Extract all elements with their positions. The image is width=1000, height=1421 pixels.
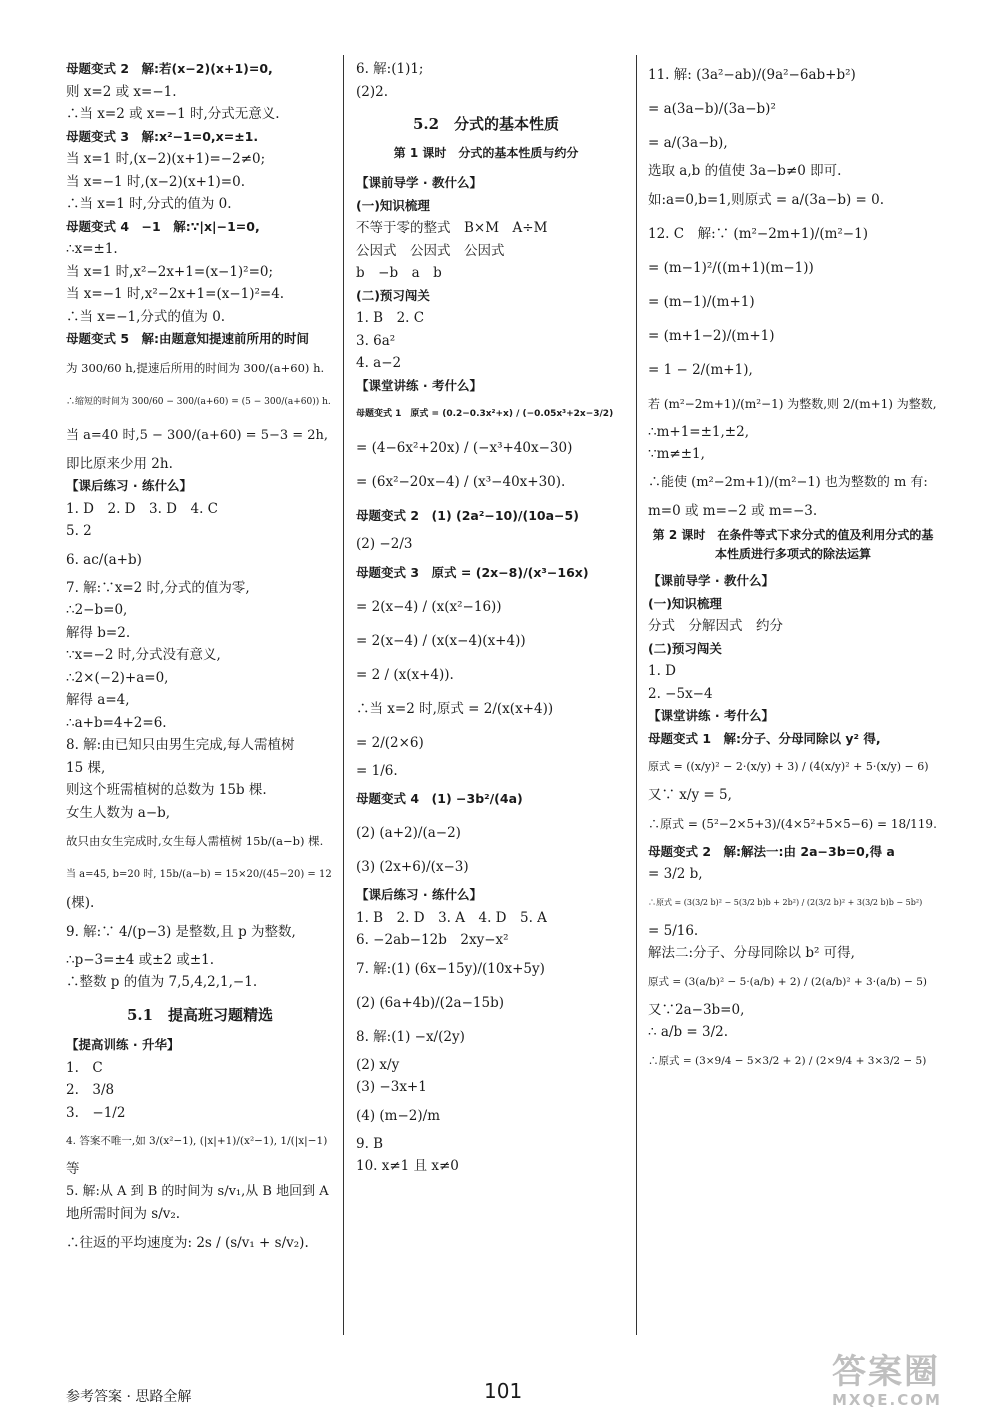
answer-line: 如:a=0,b=1,则原式 = a/(3a−b) = 0. <box>648 191 885 208</box>
answer-line: ∴p−3=±4 或±2 或±1. <box>66 951 215 968</box>
answer-line: ∴x=±1. <box>66 241 118 257</box>
answer-line: 当 a=45, b=20 时, 15b/(a−b) = 15×20/(45−20) = 12 <box>66 869 332 880</box>
answer-line: = 1 − 2/(m+1), <box>648 361 753 378</box>
answer-line: 又∵ x/y = 5, <box>648 787 732 803</box>
answer-line: 【提高训练 · 升华】 <box>66 1037 180 1052</box>
answer-line: 4. 答案不唯一,如 3/(x²−1), (|x|+1)/(x²−1), 1/(|x|−1) <box>66 1135 328 1147</box>
answer-line: 解法二:分子、分母同除以 b² 可得, <box>648 945 855 961</box>
answer-line: ∴当 x=−1,分式的值为 0. <box>66 308 226 325</box>
answer-line: 1. B 2. D 3. A 4. D 5. A <box>356 909 547 926</box>
answer-line: 5. 解:从 A 到 B 的时间为 s/v₁,从 B 地回到 A <box>66 1183 329 1199</box>
answer-line: 【课堂讲练 · 考什么】 <box>648 708 774 723</box>
watermark-logo <box>832 1344 982 1414</box>
answer-line: 2. −5x−4 <box>648 685 713 702</box>
section-title: 5.1 提高班习题精选 <box>126 1005 274 1024</box>
answer-line: (3) −3x+1 <box>356 1079 427 1095</box>
answer-line: (二)预习闯关 <box>648 640 722 656</box>
answer-line: ∴当 x=2 时,原式 = 2/(x(x+4)) <box>356 700 554 717</box>
answer-line: 等 <box>66 1161 80 1177</box>
answer-line: b −b a b <box>356 265 442 281</box>
answer-line: 1. C <box>66 1059 103 1076</box>
answer-line: (一)知识梳理 <box>648 595 722 611</box>
answer-line: 3. −1/2 <box>66 1104 126 1121</box>
answer-line: 5. 2 <box>66 523 92 539</box>
answer-line: 【课堂讲练 · 考什么】 <box>356 377 482 393</box>
answer-line: ∴ a/b = 3/2. <box>648 1024 729 1040</box>
answer-line: 故只由女生完成时,女生每人需植树 15b/(a−b) 棵. <box>66 834 324 848</box>
answer-line: 【课前导学 · 教什么】 <box>356 175 482 190</box>
answer-line: 3. 6a² <box>356 332 396 349</box>
answer-line: ∴往返的平均速度为: 2s / (s/v₁ + s/v₂). <box>66 1234 309 1251</box>
answer-line: 母题变式 3 解:x²−1=0,x=±1. <box>66 128 259 144</box>
answer-line: 1. B 2. C <box>356 310 425 326</box>
answer-line: 2. 3/8 <box>66 1082 115 1098</box>
footer-label: 参考答案 · 思路全解 <box>66 1389 192 1405</box>
answer-line: 公因式 公因式 公因式 <box>356 242 505 259</box>
answer-line: 当 x=1 时,x²−2x+1=(x−1)²=0; <box>66 263 274 280</box>
answer-line: ∵x=−2 时,分式没有意义, <box>66 647 221 663</box>
lesson-title: 第 1 课时 分式的基本性质与约分 <box>393 145 579 160</box>
answer-line: 原式 = ((x/y)² − 2·(x/y) + 3) / (4(x/y)² + 5·(x/y) − 6) <box>648 760 929 773</box>
answer-line: ∴2−b=0, <box>66 602 128 618</box>
answer-line: = 1/6. <box>356 762 398 779</box>
column-divider-right <box>636 55 637 1335</box>
answer-line: 母题变式 1 原式 = (0.2−0.3x²+x) / (−0.05x³+2x−3/2) <box>356 409 614 419</box>
answer-line: 则这个班需植树的总数为 15b 棵. <box>66 782 267 798</box>
answer-line: (2) x/y <box>356 1056 400 1073</box>
answer-line: 【课前导学 · 教什么】 <box>648 573 774 588</box>
answer-line: (一)知识梳理 <box>356 197 430 213</box>
answer-line: (3) (2x+6)/(x−3) <box>356 859 469 875</box>
answer-line: (2)2. <box>356 83 389 100</box>
answer-line: 6. ac/(a+b) <box>66 551 142 568</box>
answer-line: 11. 解: (3a²−ab)/(9a²−6ab+b²) <box>648 67 856 83</box>
answer-line: = (4−6x²+20x) / (−x³+40x−30) <box>356 440 573 456</box>
answer-line: 选取 a,b 的值使 3a−b≠0 即可. <box>648 163 842 179</box>
section-title: 5.2 分式的基本性质 <box>412 115 560 133</box>
answer-line: 8. 解:(1) −x/(2y) <box>356 1028 465 1045</box>
answer-line: 母题变式 2 解:解法一:由 2a−3b=0,得 a <box>648 843 895 859</box>
answer-line: 女生人数为 a−b, <box>66 804 171 821</box>
answer-line: 当 x=−1 时,(x−2)(x+1)=0. <box>66 173 245 190</box>
answer-line: ∴能使 (m²−2m+1)/(m²−1) 也为整数的 m 有: <box>648 474 928 490</box>
answer-line: = 2/(2×6) <box>356 734 424 751</box>
answer-line: = 5/16. <box>648 922 699 939</box>
answer-line: 母题变式 4 (1) −3b²/(4a) <box>356 791 523 806</box>
answer-line: 母题变式 1 解:分子、分母同除以 y² 得, <box>648 730 881 746</box>
answer-line: 9. B <box>356 1135 384 1152</box>
answer-line: = 2 / (x(x+4)). <box>356 666 454 683</box>
watermark-bottom: MXQE.COM <box>832 1391 942 1409</box>
answer-line: ∵m≠±1, <box>648 446 705 462</box>
page-number: 101 <box>484 1379 523 1403</box>
answer-line: 8. 解:由已知只由男生完成,每人需植树 <box>66 737 295 753</box>
answer-line: (二)预习闯关 <box>356 287 430 303</box>
answer-line: ∴原式 = (3×9/4 − 5×3/2 + 2) / (2×9/4 + 3×3/2 − 5) <box>648 1054 927 1067</box>
answer-line: = (6x²−20x−4) / (x³−40x+30). <box>356 474 566 490</box>
answer-line: 1. D 2. D 3. D 4. C <box>66 500 218 517</box>
answer-line: ∴原式 = (5²−2×5+3)/(4×5²+5×5−6) = 18/119. <box>648 816 937 831</box>
answer-column-right <box>648 58 938 1078</box>
answer-line: 当 a=40 时,5 − 300/(a+60) = 5−3 = 2h, <box>66 427 329 443</box>
answer-line: = 2(x−4) / (x(x−4)(x+4)) <box>356 632 526 649</box>
answer-line: ∴缩短的时间为 300/60 − 300/(a+60) = (5 − 300/(a+60)) h. <box>66 396 331 407</box>
answer-line: 地所需时间为 s/v₂. <box>66 1206 181 1222</box>
answer-column-left <box>66 58 334 1260</box>
answer-line: ∴a+b=4+2=6. <box>66 714 167 731</box>
answer-line: ∴当 x=1 时,分式的值为 0. <box>66 196 232 212</box>
answer-line: 12. C 解:∵ (m²−2m+1)/(m²−1) <box>648 225 868 242</box>
answer-column-middle <box>356 58 616 1178</box>
answer-line: ∴整数 p 的值为 7,5,4,2,1,−1. <box>66 974 258 990</box>
answer-line: 10. x≠1 且 x≠0 <box>356 1158 459 1174</box>
answer-line: = 3/2 b, <box>648 866 703 882</box>
answer-line: 当 x=1 时,(x−2)(x+1)=−2≠0; <box>66 151 266 167</box>
answer-line: 7. 解:∵x=2 时,分式的值为零, <box>66 579 250 596</box>
answer-line: = 2(x−4) / (x(x²−16)) <box>356 598 502 615</box>
lesson-title: 第 2 课时 在条件等式下求分式的值及利用分式的基本性质进行多项式的除法运算 <box>652 528 934 561</box>
answer-line: 9. 解:∵ 4/(p−3) 是整数,且 p 为整数, <box>66 923 296 940</box>
answer-line: = (m−1)/(m+1) <box>648 293 755 310</box>
answer-line: (4) (m−2)/m <box>356 1107 440 1124</box>
answer-line: 母题变式 2 (1) (2a²−10)/(10a−5) <box>356 508 579 523</box>
answer-line: ∴2×(−2)+a=0, <box>66 669 169 686</box>
answer-line: 7. 解:(1) (6x−15y)/(10x+5y) <box>356 960 545 977</box>
answer-line: 15 棵, <box>66 759 106 776</box>
answer-line: m=0 或 m=−2 或 m=−3. <box>648 502 818 519</box>
answer-line: 母题变式 3 原式 = (2x−8)/(x³−16x) <box>356 564 589 580</box>
answer-line: (2) (a+2)/(a−2) <box>356 825 461 841</box>
answer-line: 【课后练习 · 练什么】 <box>66 478 192 493</box>
answer-line: 又∵2a−3b=0, <box>648 1001 745 1018</box>
answer-line: 【课后练习 · 练什么】 <box>356 887 482 902</box>
answer-line: 则 x=2 或 x=−1. <box>66 83 177 100</box>
answer-line: 即比原来少用 2h. <box>66 455 173 472</box>
answer-line: 母题变式 4 −1 解:∵|x|−1=0, <box>66 218 260 234</box>
answer-line: (2) (6a+4b)/(2a−15b) <box>356 994 504 1011</box>
answer-line: = (m−1)²/((m+1)(m−1)) <box>648 259 814 276</box>
answer-line: ∴原式 = (3(3/2 b)² − 5(3/2 b)b + 2b²) / (2(3/2 b)² + 3(3/2 b)b − 5b²) <box>648 897 923 907</box>
answer-line: 母题变式 2 解:若(x−2)(x+1)=0, <box>66 61 273 76</box>
answer-line: 分式 分解因式 约分 <box>648 618 783 634</box>
answer-line: 6. −2ab−12b 2xy−x² <box>356 932 509 948</box>
answer-line: 当 x=−1 时,x²−2x+1=(x−1)²=4. <box>66 286 285 302</box>
answer-line: 原式 = (3(a/b)² − 5·(a/b) + 2) / (2(a/b)² + 3·(a/b) − 5) <box>648 975 927 988</box>
answer-line: 为 300/60 h,提速后所用的时间为 300/(a+60) h. <box>66 360 325 375</box>
answer-line: 若 (m²−2m+1)/(m²−1) 为整数,则 2/(m+1) 为整数, <box>648 396 937 411</box>
answer-line: = a/(3a−b), <box>648 135 728 151</box>
answer-line: = (m+1−2)/(m+1) <box>648 327 775 344</box>
answer-line: 不等于零的整式 B×M A÷M <box>356 220 548 236</box>
answer-line: = a(3a−b)/(3a−b)² <box>648 101 776 117</box>
answer-line: 4. a−2 <box>356 355 402 371</box>
column-divider-left <box>343 55 344 1335</box>
answer-line: 母题变式 5 解:由题意知提速前所用的时间 <box>66 331 310 346</box>
answer-line: 1. D <box>648 663 676 679</box>
answer-line: 6. 解:(1)1; <box>356 61 424 77</box>
answer-line: ∴当 x=2 或 x=−1 时,分式无意义. <box>66 106 280 122</box>
answer-line: 解得 b=2. <box>66 624 131 641</box>
answer-line: (棵). <box>66 895 95 911</box>
watermark-top: 答案圈 <box>832 1352 940 1392</box>
answer-line: (2) −2/3 <box>356 536 413 552</box>
answer-line: 解得 a=4, <box>66 692 130 708</box>
answer-line: ∴m+1=±1,±2, <box>648 423 749 440</box>
